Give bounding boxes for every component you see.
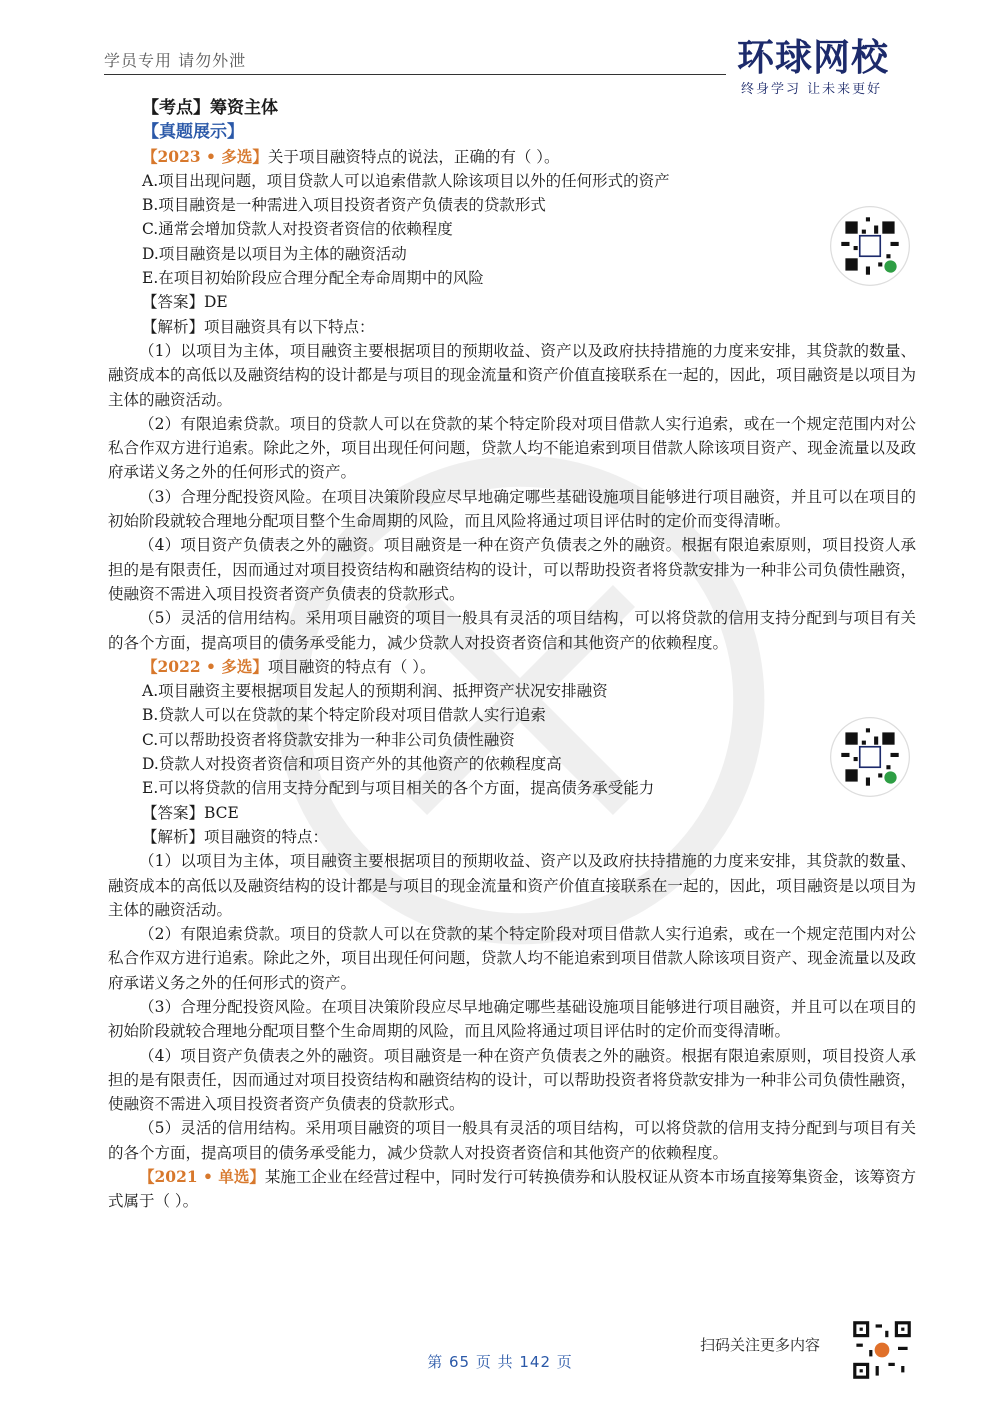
footer-scan-text: 扫码关注更多内容 [700,1336,821,1354]
analysis-paragraph: （5）灵活的信用结构。采用项目融资的项目一般具有灵活的项目结构，可以将贷款的信用支持分配到与项目有关的各个方面，提高项目的债务承受能力，减少贷款人对投资者资信和其他资产的依赖程度。 [108,1119,916,1162]
answer: 【答案】DE [142,293,228,312]
footer-qr-code-icon [850,1318,914,1382]
section-heading: 【考点】筹资主体 [142,98,278,118]
analysis-paragraph: （4）项目资产负债表之外的融资。项目融资是一种在资产负债表之外的融资。根据有限追索原则，项目投资人承担的是有限责任，因而通过对项目投资结构和融资结构的设计，可以帮助投资者将贷款安排为一种非公司负债性融资，使融资不需进入项目投资者资产负债表的贷款形式。 [108,536,916,603]
question-tag: 【2021 • 单选】 [139,1167,265,1187]
option-b: B.项目融资是一种需进入项目投资者资产负债表的贷款形式 [142,196,546,215]
question-tag: 【2022 • 多选】 [142,656,268,676]
analysis-title: 【解析】项目融资具有以下特点： [142,317,375,336]
answer: 【答案】BCE [142,803,239,822]
header-note: 学员专用 请勿外泄 [104,51,247,70]
question-text: 某施工企业在经营过程中，同时发行可转换债券和认股权证从资本市场直接筹集资金，该筹资方式属于（ ）。 [108,1168,916,1211]
option-c: C.通常会增加贷款人对投资者资信的依赖程度 [142,220,453,239]
question-stem [108,145,916,169]
analysis-paragraph: （1）以项目为主体，项目融资主要根据项目的预期收益、资产以及政府扶持措施的力度来安排，其贷款的数量、融资成本的高低以及融资结构的设计都是与项目的现金流量和资产价值直接联系在一起的，因此，项目融资是以项目为主体的融资活动。 [108,852,916,919]
page-number: 第 65 页 共 142 页 [427,1353,573,1371]
option-e: E.可以将贷款的信用支持分配到与项目相关的各个方面，提高债务承受能力 [142,779,655,798]
analysis-paragraph: （3）合理分配投资风险。在项目决策阶段应尽早地确定哪些基础设施项目能够进行项目融资，并且可以在项目的初始阶段就较合理地分配项目整个生命周期的风险，而且风险将通过项目评估时的定价而变得清晰。 [108,487,916,531]
analysis-paragraph: （2）有限追索贷款。项目的贷款人可以在贷款的某个特定阶段对项目借款人实行追索，或在一个规定范围内对公私合作双方进行追索。除此之外，项目出现任何问题，贷款人均不能追索到项目借款人除该项目资产、现金流量以及政府承诺义务之外的任何形式的资产。 [108,414,916,482]
option-a: A.项目融资主要根据项目发起人的预期利润、抵押资产状况安排融资 [142,682,608,701]
logo-text: 环球网校 [737,36,889,79]
section-sub-heading: 【真题展示】 [142,122,244,143]
header-divider [104,74,726,75]
analysis-paragraph: （2）有限追索贷款。项目的贷款人可以在贷款的某个特定阶段对项目借款人实行追索，或在一个规定范围内对公私合作双方进行追索。除此之外，项目出现任何问题，贷款人均不能追索到项目借款人除该项目资产、现金流量以及政府承诺义务之外的任何形式的资产。 [108,925,916,992]
option-b: B.贷款人可以在贷款的某个特定阶段对项目借款人实行追索 [142,706,546,725]
question-stem [108,1165,916,1214]
logo [737,38,917,100]
page-content [108,96,916,1214]
analysis-paragraph: （1）以项目为主体，项目融资主要根据项目的预期收益、资产以及政府扶持措施的力度来安排，其贷款的数量、融资成本的高低以及融资结构的设计都是与项目的现金流量和资产价值直接联系在一起的，因此，项目融资是以项目为主体的融资活动。 [108,341,916,409]
question-text: 关于项目融资特点的说法，正确的有（ ）。 [267,147,560,166]
analysis-paragraph: （5）灵活的信用结构。采用项目融资的项目一般具有灵活的项目结构，可以将贷款的信用支持分配到与项目有关的各个方面，提高项目的债务承受能力，减少贷款人对投资者资信和其他资产的依赖程度。 [108,609,916,652]
logo-slogan: 终身学习 让未来更好 [741,82,883,97]
analysis-paragraph: （3）合理分配投资风险。在项目决策阶段应尽早地确定哪些基础设施项目能够进行项目融资，并且可以在项目的初始阶段就较合理地分配项目整个生命周期的风险，而且风险将通过项目评估时的定价而变得清晰。 [108,997,916,1041]
option-c: C.可以帮助投资者将贷款安排为一种非公司负债性融资 [142,730,515,749]
analysis-paragraph: （4）项目资产负债表之外的融资。项目融资是一种在资产负债表之外的融资。根据有限追索原则，项目投资人承担的是有限责任，因而通过对项目投资结构和融资结构的设计，可以帮助投资者将贷款安排为一种非公司负债性融资，使融资不需进入项目投资者资产负债表的贷款形式。 [108,1046,916,1114]
question-tag: 【2023 • 多选】 [142,146,268,166]
question-stem [108,655,916,679]
option-a: A.项目出现问题，项目贷款人可以追索借款人除该项目以外的任何形式的资产 [142,171,670,190]
option-d: D.贷款人对投资者资信和项目资产外的其他资产的依赖程度高 [142,755,562,774]
option-e: E.在项目初始阶段应合理分配全寿命周期中的风险 [142,269,484,288]
analysis-title: 【解析】项目融资的特点： [142,827,329,846]
option-d: D.项目融资是以项目为主体的融资活动 [142,244,407,263]
question-text: 项目融资的特点有（ ）。 [267,657,436,676]
